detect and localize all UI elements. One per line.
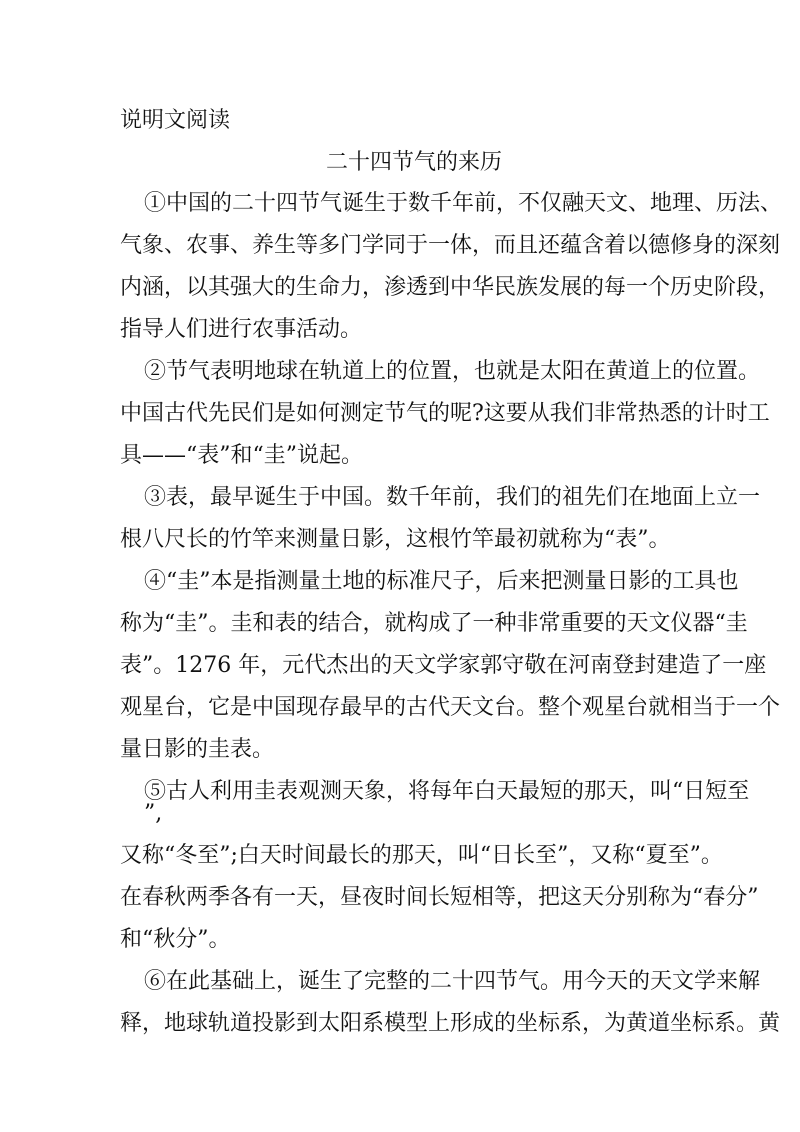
paragraph-1-line-1: ①中国的二十四节气诞生于数千年前，不仅融天文、地理、历法、 (144, 191, 783, 216)
paragraph-4-line-5: 量日影的圭表。 (120, 737, 275, 762)
paragraph-5-line-1: ⑤古人利用圭表观测天象，将每年白天最短的那天，叫“日短至 (144, 779, 750, 804)
paragraph-3-line-2: 根八尺长的竹竿来测量日影，这根竹竿最初就称为“表”。 (120, 527, 671, 552)
paragraph-2-line-1: ②节气表明地球在轨道上的位置，也就是太阳在黄道上的位置。 (144, 359, 761, 384)
paragraph-4-line-2: 称为“圭”。圭和表的结合，就构成了一种非常重要的天文仪器“圭 (120, 611, 748, 636)
paragraph-6-line-2: 释，地球轨道投影到太阳系模型上形成的坐标系，为黄道坐标系。黄 (120, 1011, 781, 1036)
section-label: 说明文阅读 (120, 108, 231, 133)
paragraph-5-line-2: ”, (144, 801, 163, 826)
article-title: 二十四节气的来历 (325, 150, 502, 175)
paragraph-4-line-4: 观星台，它是中国现存最早的古代天文台。整个观星台就相当于一个 (120, 695, 781, 720)
paragraph-5-line-3: 又称“冬至”;白天时间最长的那天，叫“日长至”，又称“夏至”。 (120, 843, 723, 868)
paragraph-5-line-4: 在春秋两季各有一天，昼夜时间长短相等，把这天分别称为“春分” (120, 885, 759, 910)
paragraph-4-line-3: 表”。1276 年，元代杰出的天文学家郭守敬在河南登封建造了一座 (120, 653, 767, 678)
paragraph-4-line-1: ④“圭”本是指测量土地的标准尺子，后来把测量日影的工具也 (144, 569, 739, 594)
paragraph-2-line-2: 中国古代先民们是如何测定节气的呢?这要从我们非常热悉的计时工 (120, 401, 770, 426)
paragraph-3-line-1: ③表，最早诞生于中国。数千年前，我们的祖先们在地面上立一 (144, 485, 761, 510)
paragraph-1-line-4: 指导人们进行农事活动。 (120, 317, 363, 342)
paragraph-1-line-3: 内涵，以其强大的生命力，渗透到中华民族发展的每一个历史阶段， (120, 275, 781, 300)
paragraph-5-line-5: 和“秋分”。 (120, 927, 231, 952)
paragraph-1-line-2: 气象、农事、养生等多门学同于一体，而且还蕴含着以德修身的深刻 (120, 233, 781, 258)
paragraph-6-line-1: ⑥在此基础上，诞生了完整的二十四节气。用今天的天文学来解 (144, 969, 761, 994)
paragraph-2-line-3: 具——“表”和“圭”说起。 (120, 443, 363, 468)
